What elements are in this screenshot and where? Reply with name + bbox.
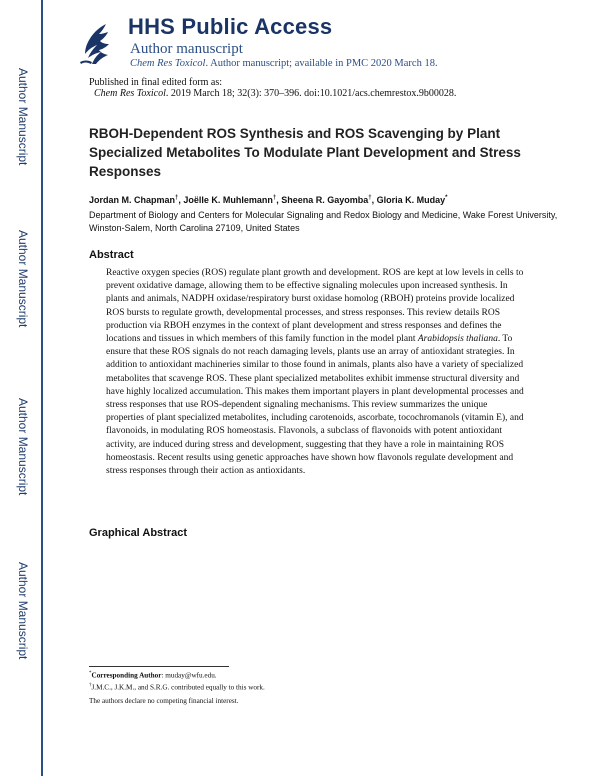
footnote-divider [89, 666, 229, 667]
author-manuscript-side-label: Author Manuscript [16, 398, 30, 496]
pmc-availability-text: . Author manuscript; available in PMC 2020 March 18. [205, 58, 438, 69]
author-name: Jordan M. Chapman [89, 195, 176, 205]
author-manuscript-subtitle: Author manuscript [130, 41, 243, 57]
footnote-mark: * [89, 671, 92, 676]
abstract-text: . To ensure that these ROS signals do not reach damaging levels, plants use an array of antioxidant strategies. In addition to antioxidant machineries similar to those found in animals, plants also have a variety of specialized metabolites that scavenge ROS. These plant specialized metabolites exhibit immense structural diversity and have highly localized accumulation. This makes them important players in plant developmental processes and stress responses that use ROS-dependent signaling mechanisms. This review summarizes the unique properties of plant specialized metabolites, including carotenoids, ascorbate, tocochromanols (vitamin E), and flavonoids, in modulating ROS homeostasis. Flavonols, a subclass of flavonoids with potent antioxidant activity, are induced during stress and development, suggesting that they have a role in maintaining ROS homeostasis. Recent results using genetic approaches have shown how flavonols regulate development and stress responses through their action as antioxidants. [106, 334, 524, 477]
author-mark: * [445, 195, 448, 201]
publication-citation [94, 88, 456, 99]
author-separator: , [178, 195, 184, 205]
equal-contribution-text: J.M.C., J.K.M., and S.R.G. contributed equally to this work. [91, 683, 265, 692]
species-name: Arabidopsis thaliana [417, 334, 498, 345]
publication-details: . 2019 March 18; 32(3): 370–396. doi:10.1021/acs.chemrestox.9b00028. [165, 88, 457, 99]
author-list [89, 195, 448, 205]
journal-name: Chem Res Toxicol [94, 88, 166, 99]
author-name: Joëlle K. Muhlemann [183, 195, 273, 205]
equal-contribution-footnote [89, 683, 265, 691]
author-affiliation: Department of Biology and Centers for Molecular Signaling and Redox Biology and Medicine, Wake Forest University, Winston-Salem, North Carolina 27109, United States [89, 210, 558, 233]
author-manuscript-side-label: Author Manuscript [16, 68, 30, 166]
author-separator: , [371, 195, 377, 205]
author-mark: † [175, 195, 179, 201]
graphical-abstract-heading: Graphical Abstract [89, 527, 188, 539]
abstract-body [106, 267, 524, 478]
corresponding-author-label: Corresponding Author [91, 671, 162, 680]
journal-name: Chem Res Toxicol [130, 58, 206, 69]
abstract-heading: Abstract [89, 249, 134, 261]
competing-interest-note: The authors declare no competing financial interest. [89, 697, 239, 705]
footnote-mark: † [89, 683, 92, 688]
author-manuscript-side-label: Author Manuscript [16, 230, 30, 328]
author-name: Gloria K. Muday [376, 195, 446, 205]
author-separator: , [276, 195, 282, 205]
author-manuscript-side-label: Author Manuscript [16, 562, 30, 660]
hhs-public-access-brand: HHS Public Access [128, 14, 333, 39]
published-label: Published in final edited form as: [89, 77, 223, 88]
corresponding-author-email: : muday@wfu.edu. [161, 671, 217, 680]
author-name: Sheena R. Gayomba [281, 195, 369, 205]
author-mark: † [368, 195, 372, 201]
pmc-availability-citation [130, 58, 438, 69]
abstract-text: Reactive oxygen species (ROS) regulate plant growth and development. ROS are kept at low levels in cells to prevent oxidative damage, allowing them to be effective signaling molecules upon increased synthesis. In plants and animals, NADPH oxidase/respiratory burst oxidase homolog (RBOH) proteins provide localized ROS bursts to regulate growth, developmental processes, and stress responses. This review details ROS production via RBOH enzymes in the context of plant development and stress responses and defines the locations and tissues in which members of this family function in the model plant [106, 268, 524, 345]
hhs-eagle-logo-icon [76, 20, 114, 68]
left-margin-rail [6, 0, 46, 776]
author-mark: † [272, 195, 277, 201]
corresponding-author-footnote [89, 671, 217, 679]
article-title: RBOH-Dependent ROS Synthesis and ROS Scavenging by Plant Specialized Metabolites To Modulate Plant Development and Stress Responses [89, 126, 521, 179]
margin-divider-line [41, 0, 43, 776]
